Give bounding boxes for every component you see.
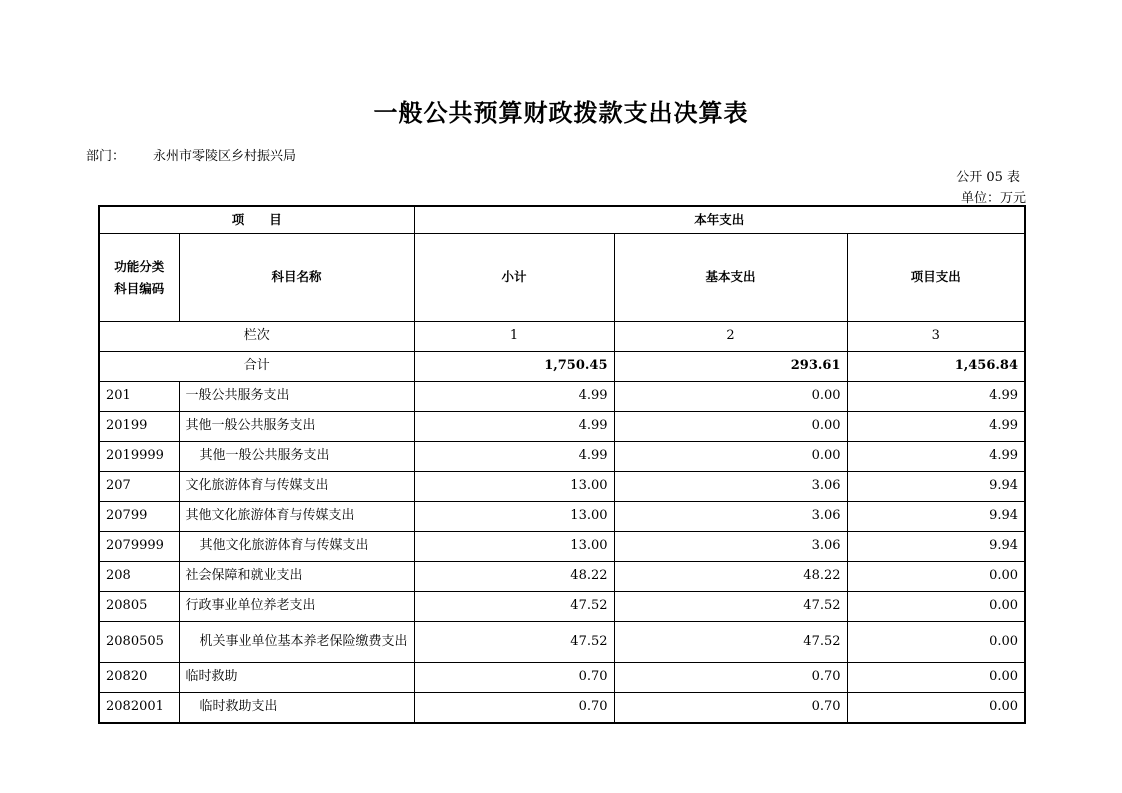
header-code: 功能分类 科目编码 bbox=[99, 234, 179, 322]
unit-label: 单位：万元 bbox=[960, 191, 1026, 206]
total-basic: 293.61 bbox=[614, 352, 847, 382]
table-row bbox=[99, 622, 1025, 663]
row-project: 9.94 bbox=[847, 472, 1025, 502]
row-subtotal: 13.00 bbox=[414, 502, 614, 532]
column-index-3: 3 bbox=[847, 322, 1025, 352]
row-code: 201 bbox=[99, 382, 179, 412]
row-code: 2080505 bbox=[99, 622, 179, 663]
row-name: 其他文化旅游体育与传媒支出 bbox=[179, 502, 414, 532]
row-name: 文化旅游体育与传媒支出 bbox=[179, 472, 414, 502]
row-name: 一般公共服务支出 bbox=[179, 382, 414, 412]
table-row bbox=[99, 532, 1025, 562]
total-subtotal: 1,750.45 bbox=[414, 352, 614, 382]
row-code: 207 bbox=[99, 472, 179, 502]
row-name: 其他一般公共服务支出 bbox=[179, 412, 414, 442]
row-project: 4.99 bbox=[847, 382, 1025, 412]
row-code: 20805 bbox=[99, 592, 179, 622]
row-code: 2079999 bbox=[99, 532, 179, 562]
total-project: 1,456.84 bbox=[847, 352, 1025, 382]
row-subtotal: 4.99 bbox=[414, 442, 614, 472]
row-basic: 0.70 bbox=[614, 663, 847, 693]
department-label: 部门： bbox=[86, 149, 126, 164]
row-subtotal: 0.70 bbox=[414, 693, 614, 724]
row-project: 9.94 bbox=[847, 532, 1025, 562]
header-item: 项 目 bbox=[99, 206, 414, 234]
row-code: 2019999 bbox=[99, 442, 179, 472]
table-row bbox=[99, 412, 1025, 442]
table-row bbox=[99, 562, 1025, 592]
row-project: 4.99 bbox=[847, 412, 1025, 442]
header-current-year: 本年支出 bbox=[414, 206, 1025, 234]
budget-table bbox=[98, 205, 1026, 724]
row-name: 机关事业单位基本养老保险缴费支出 bbox=[179, 622, 414, 663]
row-name: 其他文化旅游体育与传媒支出 bbox=[179, 532, 414, 562]
header-basic: 基本支出 bbox=[614, 234, 847, 322]
row-basic: 0.00 bbox=[614, 442, 847, 472]
table-row bbox=[99, 472, 1025, 502]
row-basic: 47.52 bbox=[614, 592, 847, 622]
row-name: 社会保障和就业支出 bbox=[179, 562, 414, 592]
header-project: 项目支出 bbox=[847, 234, 1025, 322]
row-subtotal: 13.00 bbox=[414, 472, 614, 502]
total-label: 合计 bbox=[99, 352, 414, 382]
row-subtotal: 4.99 bbox=[414, 412, 614, 442]
table-row bbox=[99, 502, 1025, 532]
row-project: 9.94 bbox=[847, 502, 1025, 532]
row-basic: 0.70 bbox=[614, 693, 847, 724]
row-project: 0.00 bbox=[847, 562, 1025, 592]
row-name: 行政事业单位养老支出 bbox=[179, 592, 414, 622]
row-basic: 0.00 bbox=[614, 412, 847, 442]
table-row bbox=[99, 382, 1025, 412]
row-basic: 3.06 bbox=[614, 532, 847, 562]
table-row bbox=[99, 442, 1025, 472]
row-basic: 47.52 bbox=[614, 622, 847, 663]
header-subtotal: 小计 bbox=[414, 234, 614, 322]
row-code: 2082001 bbox=[99, 693, 179, 724]
row-name: 临时救助 bbox=[179, 663, 414, 693]
row-code: 208 bbox=[99, 562, 179, 592]
form-number: 公开 05 表 bbox=[956, 170, 1020, 185]
row-code: 20820 bbox=[99, 663, 179, 693]
header-name: 科目名称 bbox=[179, 234, 414, 322]
row-name: 临时救助支出 bbox=[179, 693, 414, 724]
row-subtotal: 47.52 bbox=[414, 622, 614, 663]
page-title: 一般公共预算财政拨款支出决算表 bbox=[373, 98, 749, 127]
row-subtotal: 0.70 bbox=[414, 663, 614, 693]
row-subtotal: 4.99 bbox=[414, 382, 614, 412]
row-subtotal: 47.52 bbox=[414, 592, 614, 622]
row-basic: 3.06 bbox=[614, 472, 847, 502]
column-index-label: 栏次 bbox=[99, 322, 414, 352]
row-basic: 3.06 bbox=[614, 502, 847, 532]
table-row bbox=[99, 592, 1025, 622]
row-project: 4.99 bbox=[847, 442, 1025, 472]
table-row bbox=[99, 663, 1025, 693]
table-row bbox=[99, 693, 1025, 724]
row-subtotal: 48.22 bbox=[414, 562, 614, 592]
row-code: 20199 bbox=[99, 412, 179, 442]
row-basic: 48.22 bbox=[614, 562, 847, 592]
department-value: 永州市零陵区乡村振兴局 bbox=[153, 149, 297, 164]
row-project: 0.00 bbox=[847, 663, 1025, 693]
row-project: 0.00 bbox=[847, 622, 1025, 663]
row-project: 0.00 bbox=[847, 592, 1025, 622]
row-code: 20799 bbox=[99, 502, 179, 532]
row-subtotal: 13.00 bbox=[414, 532, 614, 562]
column-index-2: 2 bbox=[614, 322, 847, 352]
row-project: 0.00 bbox=[847, 693, 1025, 724]
department-line bbox=[86, 145, 296, 164]
row-basic: 0.00 bbox=[614, 382, 847, 412]
column-index-1: 1 bbox=[414, 322, 614, 352]
row-name: 其他一般公共服务支出 bbox=[179, 442, 414, 472]
